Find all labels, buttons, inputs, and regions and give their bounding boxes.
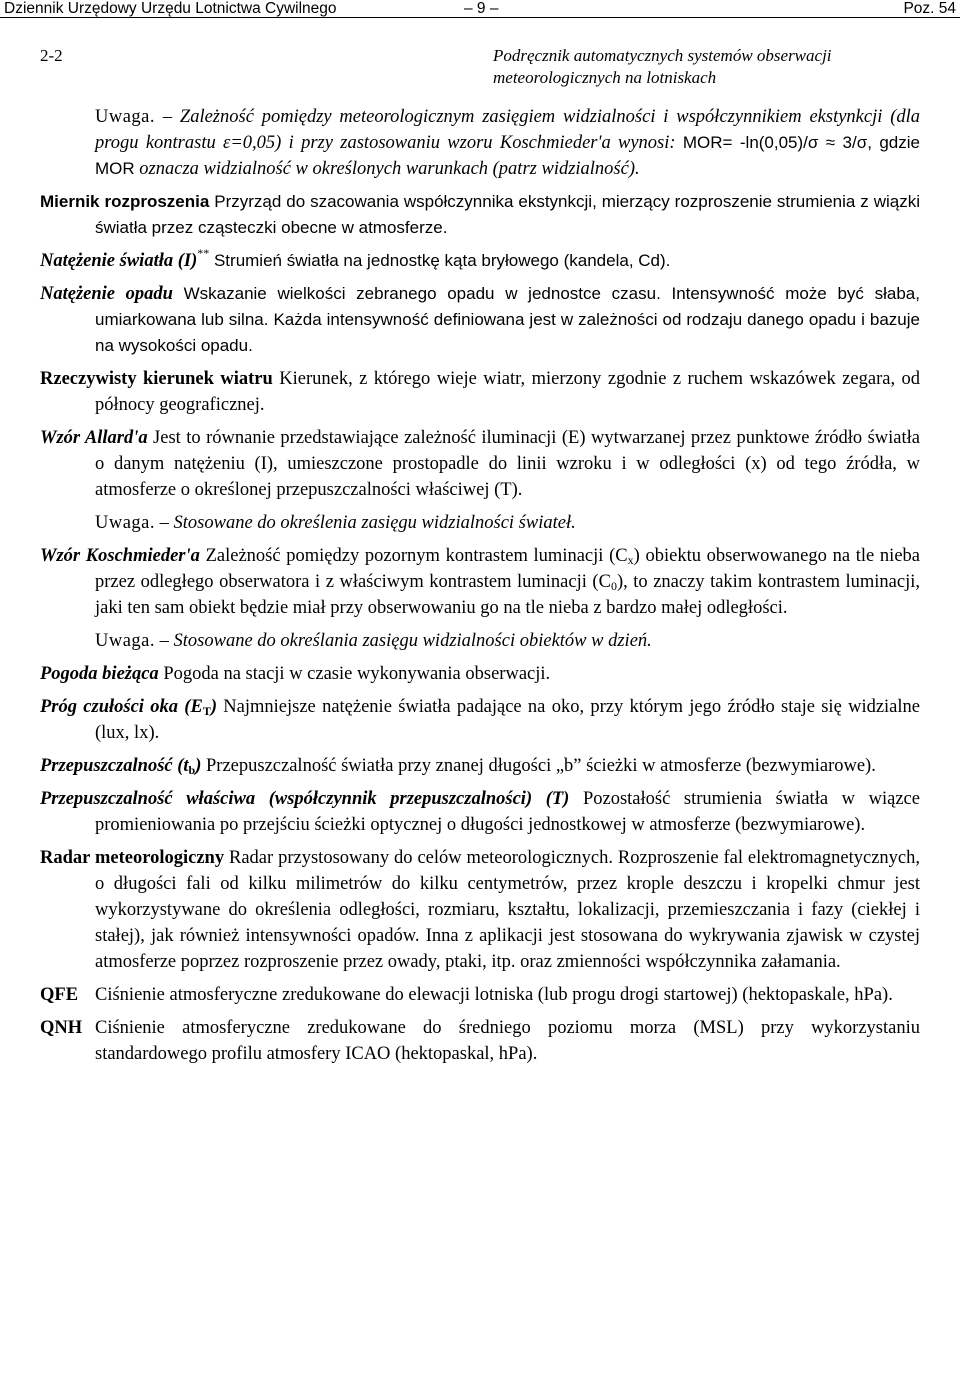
entry-definition: Kierunek, z którego wieje wiatr, mierzony zgodnie z ruchem wskazówek zegara, od północy geograficznej. — [95, 369, 921, 415]
manual-title — [493, 45, 913, 89]
entry-term: Przepuszczalność (t — [40, 756, 189, 776]
subscript-0: 0 — [610, 579, 617, 593]
entry-term: Próg czułości oka (E — [40, 697, 203, 717]
entry-term: QFE — [40, 985, 79, 1005]
entry-definition: Radar przystosowany do celów meteorologicznych. Rozproszenie fal elektromagnetycznych, o długości fali od kilku milimetrów do kilku centymetrów, przez krople deszczu i kropelki chmur jest wykorzystywane do określenia odległości, rozmiaru, kształtu, lokalizacji, przemieszczania i fazy (ciekłej i stałej), jak również intensywności opadów. Inna z aplikacji jest stosowana do wykrywania zjawisk w czystej atmosferze poprzez rozproszenie przez owady, ptaki, itp. oraz zmienności współczynnika załamania. — [95, 848, 921, 972]
entry-wzor-koschmiedera — [40, 543, 920, 621]
footnote-marker: ** — [197, 246, 210, 260]
entry-definition: Strumień światła na jednostkę kąta bryłowego (kandela, Cd). — [209, 251, 671, 270]
entry-definition: Najmniejsze natężenie światła padające na oko, przy którym jego źródło staje się widzialne (lux, lx). — [95, 697, 920, 743]
entry-miernik — [40, 189, 920, 241]
header-divider — [0, 17, 960, 18]
entry-term: Natężenie światła (I) — [40, 251, 198, 271]
position-number: Poz. 54 — [903, 0, 956, 17]
entry-definition: Przyrząd do szacowania współczynnika ekstynkcji, mierzący rozproszenie strumienia z wiązki światła przez cząsteczki obecne w atmosferze. — [95, 192, 920, 237]
subscript-x: x — [627, 553, 634, 567]
entry-natezenie-swiatla — [40, 248, 920, 274]
entry-term-end: ) — [210, 697, 217, 717]
page-number: – 9 – — [464, 0, 499, 17]
entry-definition: Jest to równanie przedstawiające zależność iluminacji (E) wytwarzanej przez punktowe źródło światła o danym natężeniu (I), umieszczone prostopadle do linii wzroku i w odległości (x) od tego źródła, w atmosferze o określonej przepuszczalności właściwej (T). — [95, 428, 920, 500]
note-text: Zależność pomiędzy meteorologicznym zasięgiem widzialności i współczynnikiem ekstynkcji (dla progu kontrastu ε=0,05) i przy zastosowaniu wzoru Koschmieder'a wynosi: — [95, 107, 920, 153]
entry-qfe — [40, 982, 920, 1008]
entry-prog-czulosci — [40, 694, 920, 746]
mor-formula: MOR= -ln(0,05)/σ ≈ 3/σ, gdzie MOR — [95, 133, 920, 178]
entry-term-end: ) — [195, 756, 202, 776]
glossary-entries — [40, 104, 920, 1074]
entry-przepuszczalnosc — [40, 753, 920, 779]
entry-rzeczywisty-kierunek — [40, 366, 920, 418]
entry-wzor-allarda — [40, 425, 920, 503]
entry-term: Wzór Koschmieder'a — [40, 546, 200, 566]
entry-definition: Pogoda na stacji w czasie wykonywania obserwacji. — [158, 664, 551, 684]
entry-term: QNH — [40, 1018, 83, 1038]
entry-przepuszczalnosc-wlasciwa — [40, 786, 920, 838]
entry-term: Miernik rozproszenia — [40, 192, 210, 211]
entry-pogoda-biezaca — [40, 661, 920, 687]
entry-definition-part2: ) obiektu obserwowanego na tle nieba przez odległego obserwatora i z właściwym kontrastem luminacji (C — [95, 546, 920, 592]
entry-term: Natężenie opadu — [40, 284, 173, 304]
note-koschmieder — [40, 628, 920, 654]
entry-radar — [40, 845, 920, 975]
note-text-end: oznacza widzialność w określonych warunkach (patrz widzialność). — [134, 159, 640, 179]
note-allard — [40, 510, 920, 536]
entry-term: Rzeczywisty kierunek wiatru — [40, 369, 273, 389]
entry-definition: Ciśnienie atmosferyczne zredukowane do średniego poziomu morza (MSL) przy wykorzystaniu standardowego profilu atmosfery ICAO (hektopaskal, hPa). — [95, 1018, 920, 1064]
entry-definition-part3: ), to znaczy takim kontrastem luminacji, jaki ten sam obiekt będzie miał przy obserwowaniu go na tle nieba z bardzo małej odległości. — [95, 572, 920, 618]
entry-qnh — [40, 1015, 920, 1067]
note-label: Uwaga. — [95, 107, 156, 127]
note-label: Uwaga. — [95, 631, 156, 651]
note-mor — [40, 104, 920, 182]
subscript-t: T — [202, 704, 211, 718]
note-label: Uwaga. — [95, 513, 156, 533]
entry-natezenie-opadu — [40, 281, 920, 359]
journal-header — [0, 0, 960, 17]
entry-term: Pogoda bieżąca — [40, 664, 159, 684]
manual-title-line2: meteorologicznych na lotniskach — [493, 68, 717, 87]
entry-term: Wzór Allard'a — [40, 428, 148, 448]
subscript-b: b — [188, 763, 196, 777]
chapter-number: 2-2 — [40, 46, 63, 65]
entry-definition: Wskazanie wielkości zebranego opadu w jednostce czasu. Intensywność może być słaba, umiarkowana lub silna. Każda intensywność definiowana jest w zależności od rodzaju danego opadu i bazuje na wysokości opadu. — [95, 284, 920, 355]
entry-term: Przepuszczalność właściwa (współczynnik przepuszczalności) (T) — [40, 789, 570, 809]
note-text: – Stosowane do określenia zasięgu widzialności świateł. — [155, 513, 576, 533]
note-dash: – — [155, 107, 180, 127]
note-text: – Stosowane do określania zasięgu widzialności obiektów w dzień. — [155, 631, 652, 651]
entry-definition-part1: Zależność pomiędzy pozornym kontrastem luminacji (C — [199, 546, 628, 566]
manual-title-line1: Podręcznik automatycznych systemów obserwacji — [493, 46, 832, 65]
entry-term: Radar meteorologiczny — [40, 848, 225, 868]
entry-definition: Pozostałość strumienia światła w wiązce promieniowania po przejściu ścieżki optycznej o długości jednostkowej w atmosferze (bezwymiarowe). — [95, 789, 920, 835]
entry-definition: Ciśnienie atmosferyczne zredukowane do elewacji lotniska (lub progu drogi startowej) (hektopaskale, hPa). — [95, 985, 893, 1005]
journal-title: Dziennik Urzędowy Urzędu Lotnictwa Cywilnego — [4, 0, 337, 17]
entry-definition: Przepuszczalność światła przy znanej długości „b” ścieżki w atmosferze (bezwymiarowe). — [201, 756, 876, 776]
